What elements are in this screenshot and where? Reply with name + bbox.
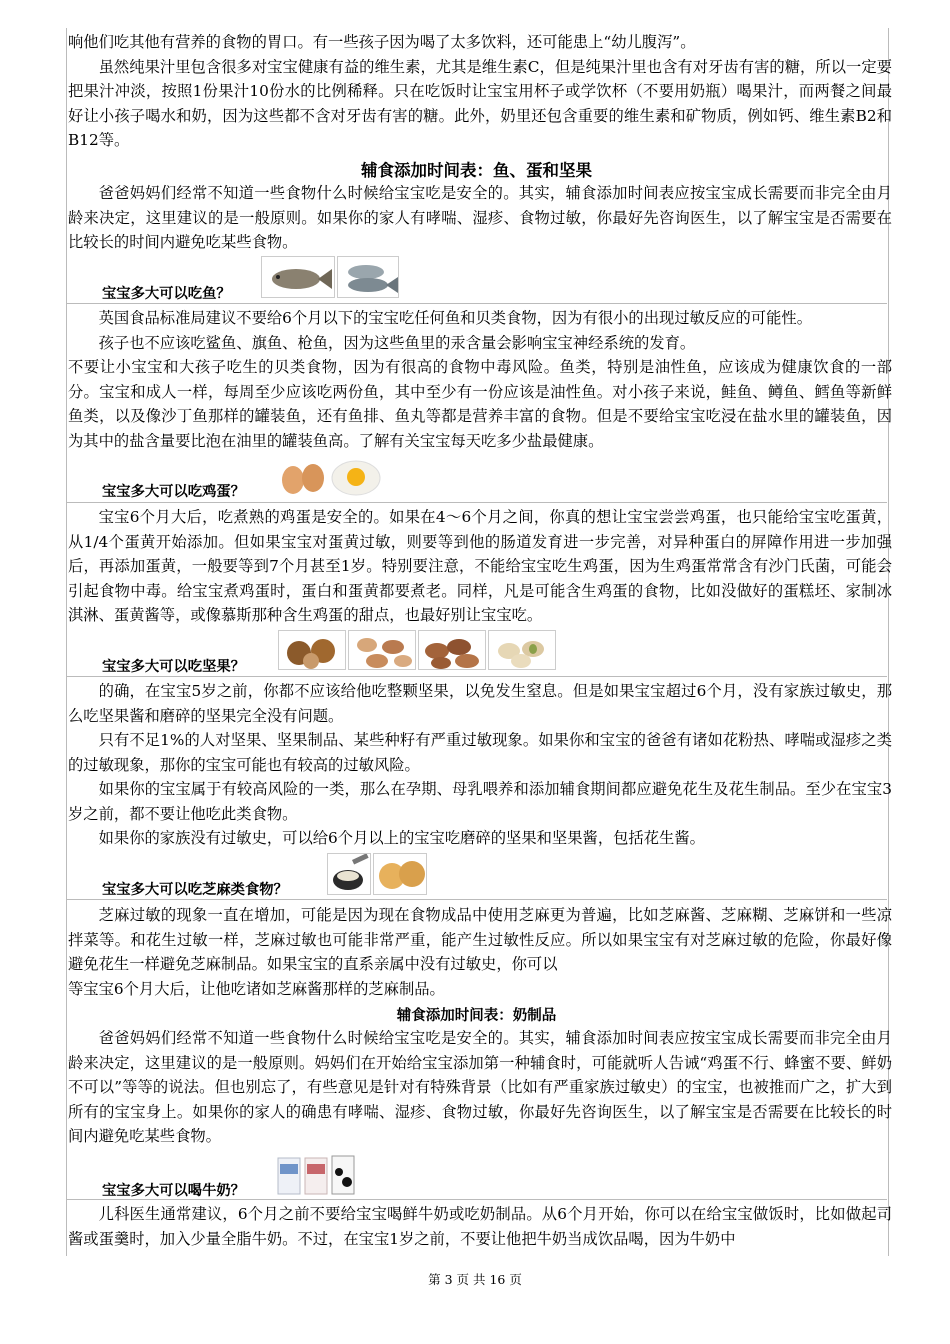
pistachio-icon bbox=[488, 630, 556, 670]
divider bbox=[66, 303, 887, 304]
divider bbox=[66, 676, 887, 677]
milk-cartons-icon bbox=[275, 1152, 357, 1196]
divider bbox=[66, 1199, 887, 1200]
fried-egg-icon bbox=[330, 456, 382, 498]
sesame-text-block bbox=[68, 903, 892, 1001]
question-milk: 宝宝多大可以喝牛奶？ bbox=[102, 1183, 245, 1199]
nuts-text-block bbox=[68, 679, 892, 851]
paragraph: 响他们吃其他有营养的食物的胃口。有一些孩子因为喝了太多饮料，还可能患上“幼儿腹泻”。 bbox=[68, 33, 696, 51]
paragraph: 虽然纯果汁里包含很多对宝宝健康有益的维生素，尤其是维生素C，但是纯果汁里也含有对牙齿有害的糖，所以一定要把果汁冲淡，按照1份果汁10份水的比例稀释。只在吃饭时让宝宝用杯子或学饮杯（不要用奶瓶）喝果汁，而两餐之间最好让小孩子喝水和奶，因为这些都不含对牙齿有害的糖。此外，奶里还包含重要的维生素和矿物质，例如钙、维生素B2和B12等。 bbox=[68, 57, 892, 149]
sesame-spoon-icon bbox=[327, 853, 371, 895]
eggs-icon bbox=[278, 456, 328, 498]
fish-text-block bbox=[68, 306, 892, 453]
milk-text-block bbox=[68, 1202, 892, 1251]
top-text-block bbox=[68, 30, 892, 153]
section-heading-dairy: 辅食添加时间表：奶制品 bbox=[396, 1008, 557, 1024]
divider bbox=[66, 502, 887, 503]
paragraph: 如果你的宝宝属于有较高风险的一类，那么在孕期、母乳喂养和添加辅食期间都应避免花生及花生制品。至少在宝宝3岁之前，都不要让他吃此类食物。 bbox=[68, 780, 892, 823]
paragraph: 等宝宝6个月大后，让他吃诸如芝麻酱那样的芝麻制品。 bbox=[68, 979, 445, 998]
fish-images bbox=[261, 256, 401, 298]
intro-block-1 bbox=[68, 181, 892, 255]
almond-icon bbox=[418, 630, 486, 670]
hazelnut-icon bbox=[278, 630, 346, 670]
paragraph: 英国食品标准局建议不要给6个月以下的宝宝吃任何鱼和贝类食物，因为有很小的出现过敏反应的可能性。 bbox=[98, 309, 812, 327]
question-fish: 宝宝多大可以吃鱼？ bbox=[102, 286, 231, 302]
sea-bream-fish-icon bbox=[337, 256, 399, 298]
paragraph: 只有不足1%的人对坚果、坚果制品、某些种籽有严重过敏现象。如果你和宝宝的爸爸有诸如花粉热、哮喘或湿疹之类的过敏现象，那你的宝宝可能也有较高的过敏风险。 bbox=[68, 731, 892, 774]
milk-images bbox=[275, 1152, 359, 1196]
nut-images bbox=[278, 630, 558, 670]
paragraph: 爸爸妈妈们经常不知道一些食物什么时候给宝宝吃是安全的。其实，辅食添加时间表应按宝宝成长需要而非完全由月龄来决定，这里建议的是一般原则。妈妈们在开始给宝宝添加第一种辅食时，可能就听人告诫“鸡蛋不行、蜂蜜不要、鲜奶不可以”等等的说法。但也别忘了，有些意见是针对有特殊背景（比如有严重家族过敏史）的宝宝，也被推而广之，扩大到所有的宝宝身上。如果你的家人的确患有哮喘、湿疹、食物过敏，你最好先咨询医生，以了解宝宝是否需要在比较长的时间内避免吃某些食物。 bbox=[68, 1029, 892, 1145]
paragraph: 不要让小宝宝和大孩子吃生的贝类食物，因为有很高的食物中毒风险。鱼类，特别是油性鱼，应该成为健康饮食的一部分。宝宝和成人一样，每周至少应该吃两份鱼，其中至少有一份应该是油性鱼。对小孩子来说，鲑鱼、鳟鱼、鳕鱼等新鲜鱼类，以及像沙丁鱼那样的罐装鱼，还有鱼排、鱼丸等都是营养丰富的食物。但是不要给宝宝吃浸在盐水里的罐装鱼，因为其中的盐含量要比泡在油里的罐装鱼高。了解有关宝宝每天吃多少盐最健康。 bbox=[68, 358, 892, 450]
peanut-icon bbox=[348, 630, 416, 670]
paragraph: 的确，在宝宝5岁之前，你都不应该给他吃整颗坚果，以免发生窒息。但是如果宝宝超过6个月，没有家族过敏史，那么吃坚果酱和磨碎的坚果完全没有问题。 bbox=[68, 682, 892, 725]
egg-images bbox=[278, 456, 384, 498]
question-sesame: 宝宝多大可以吃芝麻类食物？ bbox=[102, 882, 288, 898]
section-heading-fish-egg-nuts: 辅食添加时间表：鱼、蛋和坚果 bbox=[361, 161, 592, 180]
sesame-cookies-icon bbox=[373, 853, 427, 895]
paragraph: 如果你的家族没有过敏史，可以给6个月以上的宝宝吃磨碎的坚果和坚果酱，包括花生酱。 bbox=[98, 829, 705, 847]
question-egg: 宝宝多大可以吃鸡蛋？ bbox=[102, 484, 245, 500]
question-nuts: 宝宝多大可以吃坚果？ bbox=[102, 659, 245, 675]
paragraph: 芝麻过敏的现象一直在增加，可能是因为现在食物成品中使用芝麻更为普遍，比如芝麻酱、芝麻糊、芝麻饼和一些凉拌菜等。和花生过敏一样，芝麻过敏也可能非常严重，能产生过敏性反应。所以如果宝宝有对芝麻过敏的危险，你最好像避免花生一样避免芝麻制品。如果宝宝的直系亲属中没有过敏史，你可以 bbox=[68, 906, 892, 973]
paragraph: 儿科医生通常建议，6个月之前不要给宝宝喝鲜牛奶或吃奶制品。从6个月开始，你可以在给宝宝做饭时，比如做起司酱或蛋羹时，加入少量全脂牛奶。不过，在宝宝1岁之前，不要让他把牛奶当成饮品喝，因为牛奶中 bbox=[68, 1205, 892, 1248]
intro-block-2 bbox=[68, 1026, 892, 1149]
paragraph: 孩子也不应该吃鲨鱼、旗鱼、枪鱼，因为这些鱼里的汞含量会影响宝宝神经系统的发育。 bbox=[98, 333, 696, 352]
egg-text-block bbox=[68, 505, 892, 628]
sesame-images bbox=[327, 853, 429, 895]
divider bbox=[66, 899, 887, 900]
paragraph: 宝宝6个月大后，吃煮熟的鸡蛋是安全的。如果在4～6个月之间，你真的想让宝宝尝尝鸡蛋，也只能给宝宝吃蛋黄，从1/4个蛋黄开始添加。但如果宝宝对蛋黄过敏，则要等到他的肠道发育进一步完善，对异种蛋白的屏障作用进一步加强后，再添加蛋黄，一般要等到7个月甚至1岁。特别要注意，不能给宝宝吃生鸡蛋，因为生鸡蛋常常含有沙门氏菌，可能会引起食物中毒。给宝宝煮鸡蛋时，蛋白和蛋黄都要煮老。同样，凡是可能含生鸡蛋的食物，比如没做好的蛋糕坯、家制冰淇淋、蛋黄酱等，或像慕斯那种含生鸡蛋的甜点，也最好别让宝宝吃。 bbox=[68, 508, 892, 624]
paragraph: 爸爸妈妈们经常不知道一些食物什么时候给宝宝吃是安全的。其实，辅食添加时间表应按宝宝成长需要而非完全由月龄来决定，这里建议的是一般原则。如果你的家人有哮喘、湿疹、食物过敏，你最好先咨询医生，以了解宝宝是否需要在比较长的时间内避免吃某些食物。 bbox=[68, 184, 892, 251]
carp-fish-icon bbox=[261, 256, 335, 298]
page-footer: 第 3 页 共 16 页 bbox=[428, 1272, 522, 1287]
